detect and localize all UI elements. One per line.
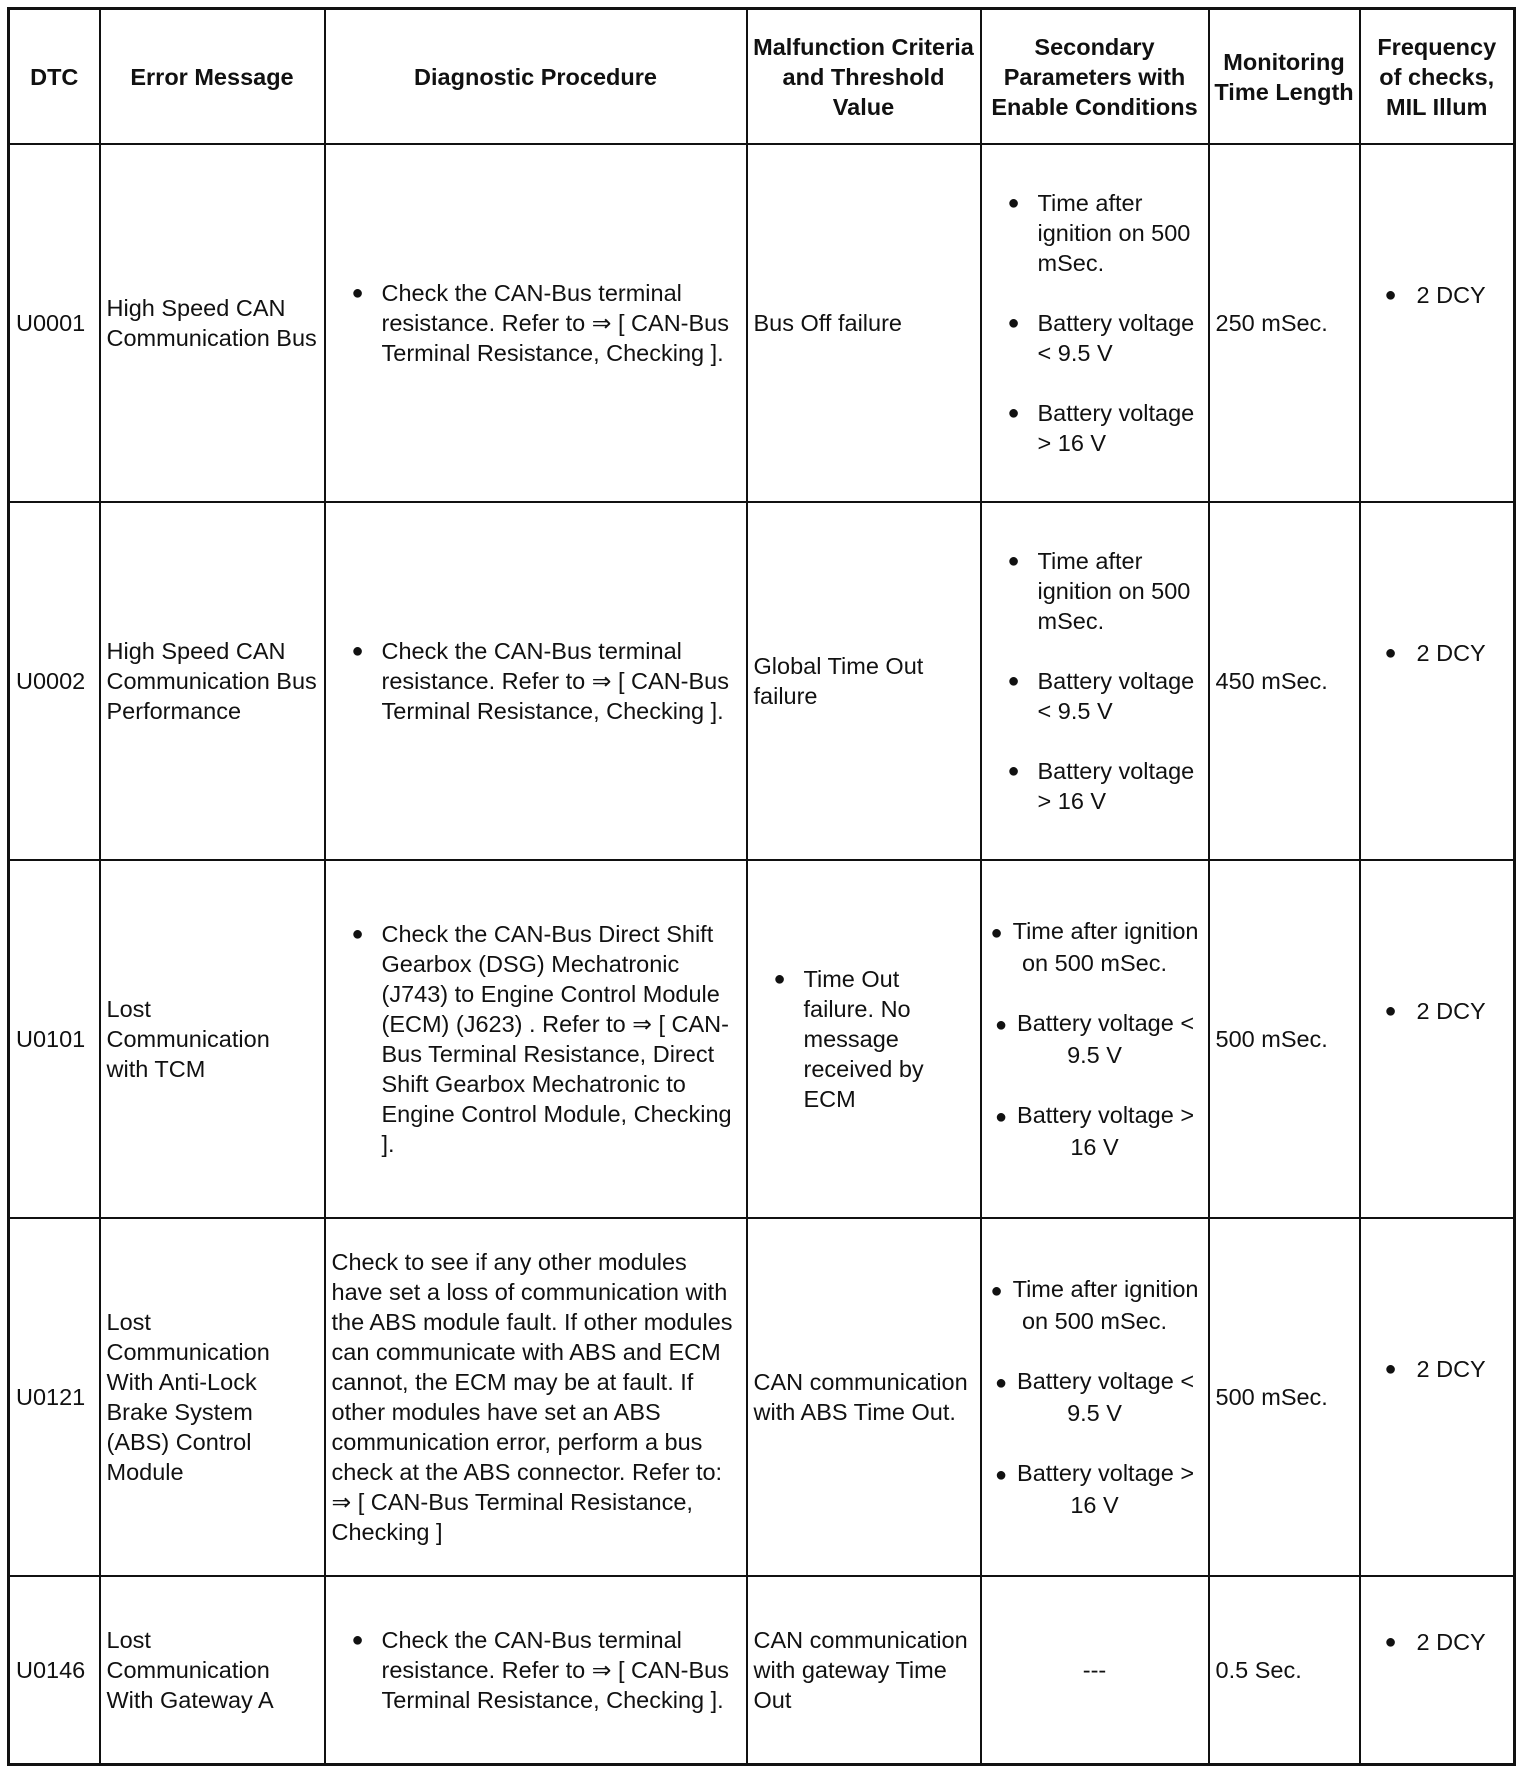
- secondary-item: ● Time after ignition on 500 mSec.: [988, 546, 1202, 636]
- table-row: [9, 860, 1515, 1218]
- error-message: Lost Communication With Anti-Lock Brake System (ABS) Control Module: [100, 1218, 325, 1576]
- dtc-code: U0001: [9, 144, 100, 502]
- monitoring-time: 500 mSec.: [1209, 860, 1360, 1218]
- error-message: High Speed CAN Communication Bus: [100, 144, 325, 502]
- frequency: [1360, 1576, 1515, 1765]
- table-row: [9, 1576, 1515, 1765]
- header-row: [9, 9, 1515, 145]
- secondary-item: ● Time after ignition on 500 mSec.: [988, 188, 1202, 278]
- frequency-item: ● 2 DCY: [1367, 996, 1508, 1026]
- secondary-item: ● Time after ignition on 500 mSec.: [988, 1274, 1202, 1336]
- table-row: [9, 502, 1515, 860]
- diagnostic-procedure: [325, 1576, 747, 1765]
- dtc-code: U0002: [9, 502, 100, 860]
- diagnostic-procedure: [325, 860, 747, 1218]
- secondary-parameters: ---: [981, 1576, 1209, 1765]
- secondary-item: ● Battery voltage < 9.5 V: [988, 308, 1202, 368]
- error-message: Lost Communication With Gateway A: [100, 1576, 325, 1765]
- header-frequency: Frequency of checks, MIL Illum: [1360, 9, 1515, 145]
- diagnostic-procedure: [325, 144, 747, 502]
- table-row: [9, 144, 1515, 502]
- error-message: Lost Communication with TCM: [100, 860, 325, 1218]
- secondary-parameters: [981, 502, 1209, 860]
- dtc-code: U0121: [9, 1218, 100, 1576]
- frequency-item: ● 2 DCY: [1367, 638, 1508, 668]
- malfunction-criteria: Bus Off failure: [747, 144, 981, 502]
- header-monitoring-time: Monitoring Time Length: [1209, 9, 1360, 145]
- secondary-parameters: [981, 144, 1209, 502]
- frequency: [1360, 860, 1515, 1218]
- monitoring-time: 250 mSec.: [1209, 144, 1360, 502]
- error-message: High Speed CAN Communication Bus Performance: [100, 502, 325, 860]
- header-error-message: Error Message: [100, 9, 325, 145]
- secondary-item: ● Battery voltage < 9.5 V: [988, 1008, 1202, 1070]
- header-diagnostic-procedure: Diagnostic Procedure: [325, 9, 747, 145]
- dtc-table: [7, 7, 1516, 1766]
- header-dtc: DTC: [9, 9, 100, 145]
- procedure-item: ● Check the CAN-Bus Direct Shift Gearbox (DSG) Mechatronic (J743) to Engine Control Module (ECM) (J623) . Refer to ⇒ [ CAN-Bus Terminal Resistance, Direct Shift Gearbox Mechatronic to Engine Control Module, Checking ].: [332, 919, 740, 1159]
- malfunction-criteria: CAN communication with ABS Time Out.: [747, 1218, 981, 1576]
- frequency-item: ● 2 DCY: [1367, 1354, 1508, 1384]
- header-malfunction-criteria: Malfunction Criteria and Threshold Value: [747, 9, 981, 145]
- dtc-code: U0101: [9, 860, 100, 1218]
- procedure-item: ● Check the CAN-Bus terminal resistance. Refer to ⇒ [ CAN-Bus Terminal Resistance, Checking ].: [332, 1625, 740, 1715]
- secondary-item: ● Battery voltage > 16 V: [988, 398, 1202, 458]
- diagnostic-procedure: [325, 502, 747, 860]
- monitoring-time: 0.5 Sec.: [1209, 1576, 1360, 1765]
- monitoring-time: 500 mSec.: [1209, 1218, 1360, 1576]
- frequency: [1360, 1218, 1515, 1576]
- secondary-parameters: [981, 1218, 1209, 1576]
- diagnostic-procedure: Check to see if any other modules have set a loss of communication with the ABS module fault. If other modules can communicate with ABS and ECM cannot, the ECM may be at fault. If other modules have set an ABS communication error, perform a bus check at the ABS connector. Refer to: ⇒ [ CAN-Bus Terminal Resistance, Checking ]: [325, 1218, 747, 1576]
- frequency: [1360, 502, 1515, 860]
- secondary-item: ● Battery voltage < 9.5 V: [988, 1366, 1202, 1428]
- secondary-item: ● Battery voltage < 9.5 V: [988, 666, 1202, 726]
- frequency: [1360, 144, 1515, 502]
- criteria-item: ● Time Out failure. No message received by ECM: [754, 964, 974, 1114]
- secondary-item: ● Time after ignition on 500 mSec.: [988, 916, 1202, 978]
- table-row: [9, 1218, 1515, 1576]
- malfunction-criteria: Global Time Out failure: [747, 502, 981, 860]
- frequency-item: ● 2 DCY: [1367, 1627, 1508, 1657]
- procedure-item: ● Check the CAN-Bus terminal resistance. Refer to ⇒ [ CAN-Bus Terminal Resistance, Checking ].: [332, 278, 740, 368]
- frequency-item: ● 2 DCY: [1367, 280, 1508, 310]
- monitoring-time: 450 mSec.: [1209, 502, 1360, 860]
- header-secondary-parameters: Secondary Parameters with Enable Conditions: [981, 9, 1209, 145]
- secondary-item: ● Battery voltage > 16 V: [988, 756, 1202, 816]
- malfunction-criteria: CAN communication with gateway Time Out: [747, 1576, 981, 1765]
- secondary-item: ● Battery voltage > 16 V: [988, 1458, 1202, 1520]
- procedure-item: ● Check the CAN-Bus terminal resistance. Refer to ⇒ [ CAN-Bus Terminal Resistance, Checking ].: [332, 636, 740, 726]
- secondary-parameters: [981, 860, 1209, 1218]
- malfunction-criteria: [747, 860, 981, 1218]
- dtc-code: U0146: [9, 1576, 100, 1765]
- secondary-item: ● Battery voltage > 16 V: [988, 1100, 1202, 1162]
